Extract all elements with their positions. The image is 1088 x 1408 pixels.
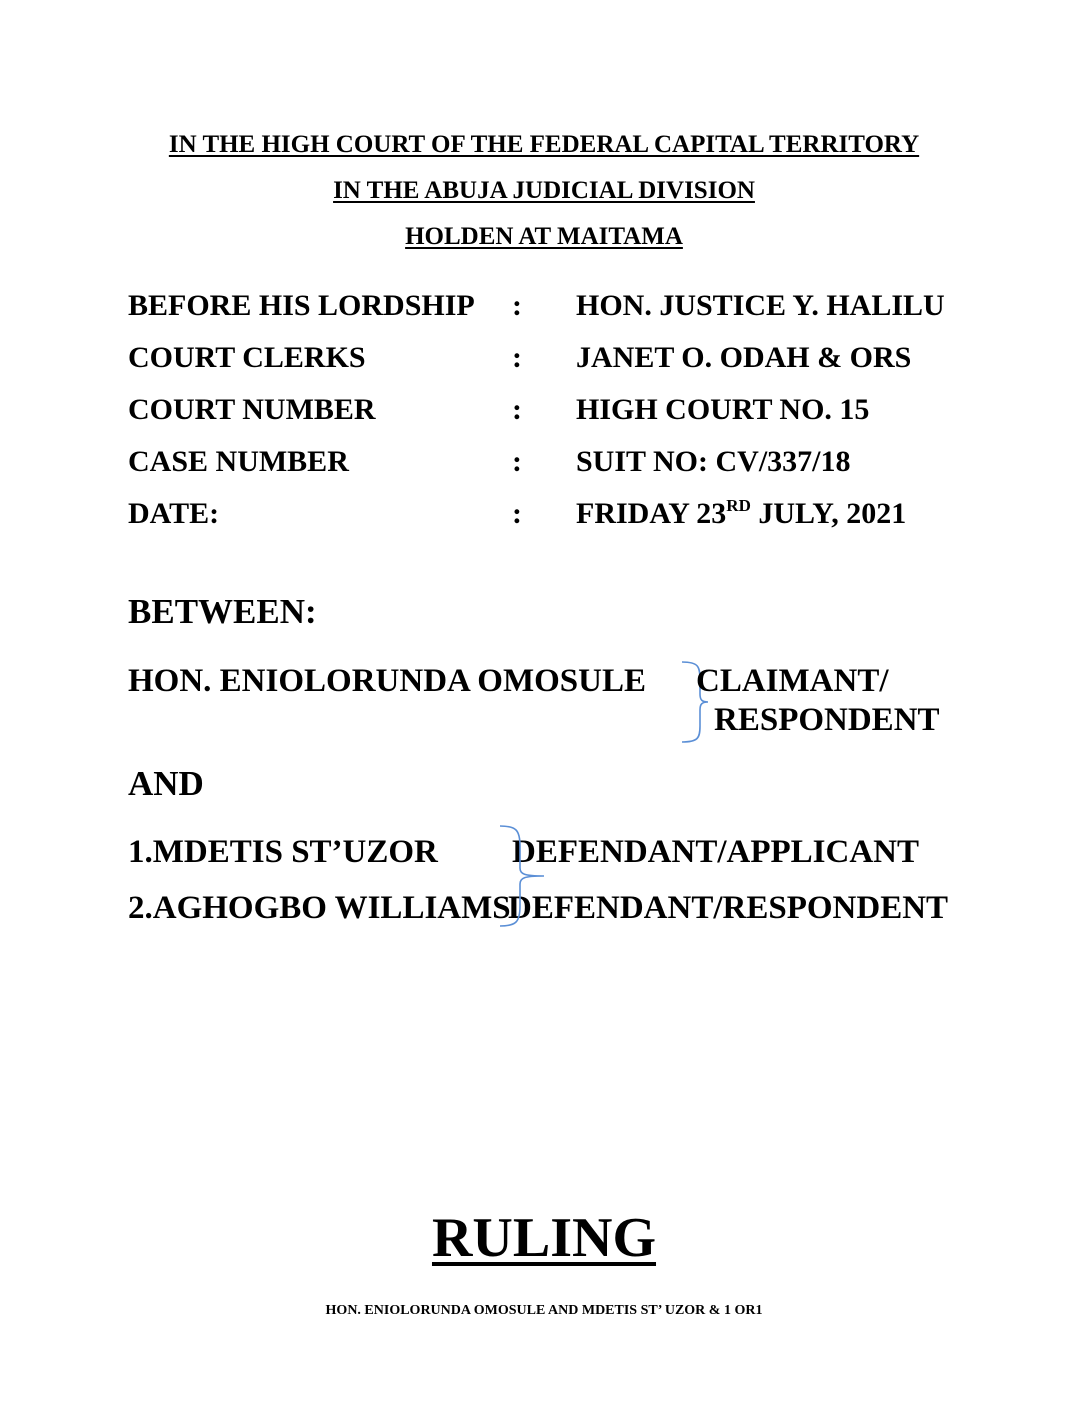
- division-title: IN THE ABUJA JUDICIAL DIVISION: [333, 177, 755, 204]
- claimant-name: HON. ENIOLORUNDA OMOSULE: [128, 663, 646, 699]
- info-colon: :: [512, 445, 522, 478]
- info-label-date: DATE:: [128, 497, 220, 530]
- info-colon: :: [512, 497, 522, 530]
- page-footer: HON. ENIOLORUNDA OMOSULE AND MDETIS ST’ UZOR & 1 OR1: [325, 1303, 763, 1318]
- defendant-2-role: DEFENDANT/RESPONDENT: [508, 890, 949, 926]
- defendant-2-name: 2.AGHOGBO WILLIAMS: [128, 890, 511, 926]
- and-label: AND: [128, 764, 204, 803]
- ruling-title: RULING: [431, 1207, 657, 1269]
- defendants-brace: [498, 824, 548, 928]
- info-value-court-number: HIGH COURT NO. 15: [576, 393, 870, 426]
- info-label-clerks: COURT CLERKS: [128, 341, 366, 374]
- info-label-lordship: BEFORE HIS LORDSHIP: [128, 289, 475, 322]
- between-label: BETWEEN:: [128, 592, 317, 631]
- date-ordinal-suffix: RD: [726, 496, 751, 515]
- court-title: IN THE HIGH COURT OF THE FEDERAL CAPITAL TERRITORY: [168, 131, 920, 158]
- info-colon: :: [512, 289, 522, 322]
- defendant-1-name: 1.MDETIS ST’UZOR: [128, 834, 438, 870]
- info-value-suit-number: SUIT NO: CV/337/18: [576, 445, 851, 478]
- info-colon: :: [512, 393, 522, 426]
- venue-title: HOLDEN AT MAITAMA: [405, 223, 683, 250]
- info-colon: :: [512, 341, 522, 374]
- info-value-judge: HON. JUSTICE Y. HALILU: [576, 289, 945, 322]
- defendant-1-role: DEFENDANT/APPLICANT: [512, 834, 920, 870]
- info-value-clerks: JANET O. ODAH & ORS: [576, 341, 912, 374]
- claimant-role-line2: RESPONDENT: [714, 702, 940, 738]
- date-month-year: JULY, 2021: [750, 497, 907, 530]
- info-label-court-number: COURT NUMBER: [128, 393, 376, 426]
- info-label-case-number: CASE NUMBER: [128, 445, 349, 478]
- date-day: FRIDAY 23: [576, 497, 727, 530]
- claimant-role-line1: CLAIMANT/: [696, 663, 889, 699]
- info-value-date: [576, 496, 906, 532]
